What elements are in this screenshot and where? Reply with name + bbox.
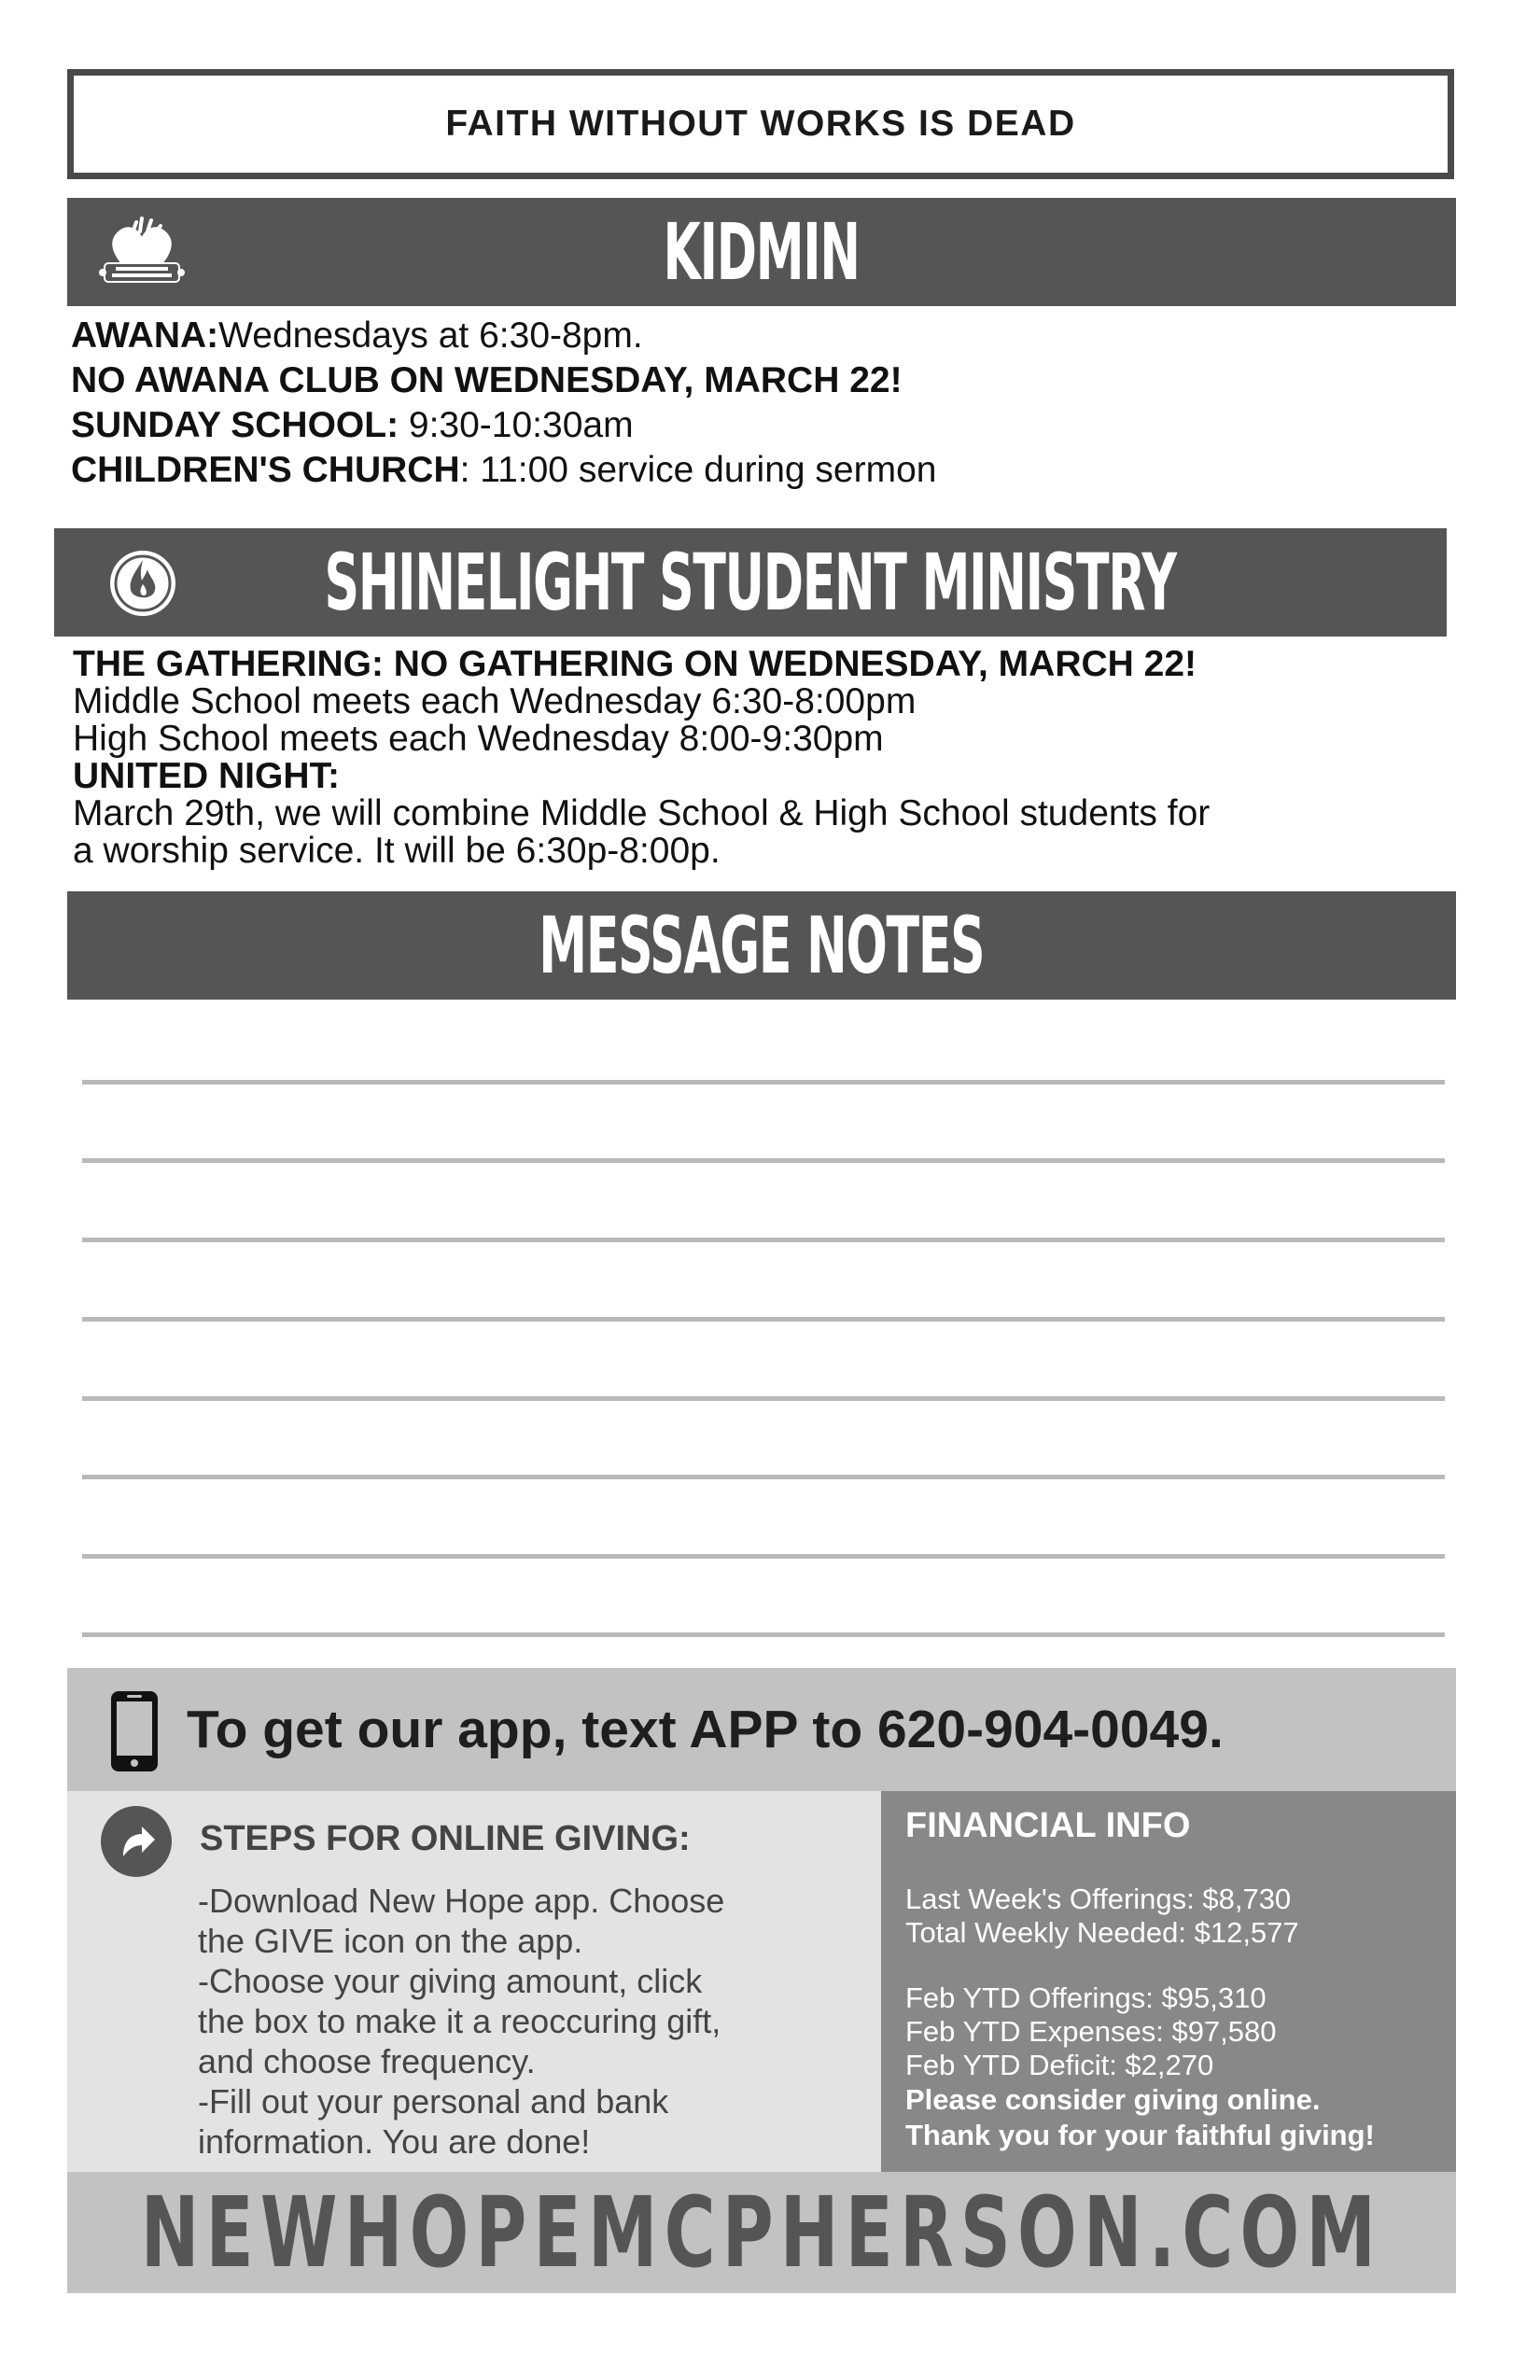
thank-you-note: Thank you for your faithful giving!	[905, 2119, 1375, 2151]
giving-step-line: -Fill out your personal and bank	[198, 2082, 669, 2121]
financial-ytd	[905, 1981, 1375, 2153]
message-notes-title: MESSAGE NOTES	[539, 900, 985, 991]
last-week-offerings: Last Week's Offerings: $8,730	[905, 1883, 1292, 1915]
share-arrow-icon	[99, 1804, 174, 1879]
awana-label: AWANA:	[71, 315, 219, 356]
childrens-church-line	[71, 448, 936, 493]
feb-ytd-offerings: Feb YTD Offerings: $95,310	[905, 1981, 1267, 2014]
app-promo-bar	[67, 1668, 1456, 1791]
flame-logo-icon	[106, 547, 179, 620]
shinelight-info	[73, 646, 1210, 870]
heart-hands-logo-icon	[95, 215, 189, 293]
kidmin-title: KIDMIN	[663, 206, 861, 298]
giving-step-line: the box to make it a reoccuring gift,	[198, 2002, 721, 2040]
giving-steps	[198, 1881, 870, 2162]
note-line	[82, 1158, 1445, 1163]
financial-weekly	[905, 1883, 1299, 1950]
feb-ytd-expenses: Feb YTD Expenses: $97,580	[905, 2015, 1277, 2048]
motto-text: FAITH WITHOUT WORKS IS DEAD	[445, 104, 1076, 144]
website-link[interactable]: NEWHOPEMCPHERSON.COM	[140, 2176, 1383, 2289]
note-line	[82, 1080, 1445, 1085]
giving-step-line: information. You are done!	[198, 2122, 591, 2161]
note-line	[82, 1554, 1445, 1559]
united-night-label: UNITED NIGHT:	[73, 756, 340, 796]
motto-banner	[67, 69, 1454, 179]
website-footer	[67, 2172, 1456, 2293]
awana-value: Wednesdays at 6:30-8pm.	[218, 315, 643, 356]
note-line	[82, 1396, 1445, 1401]
note-line	[82, 1238, 1445, 1242]
note-line	[82, 1632, 1445, 1637]
awana-line	[71, 314, 936, 358]
giving-heading: STEPS FOR ONLINE GIVING:	[200, 1819, 691, 1858]
total-weekly-needed: Total Weekly Needed: $12,577	[905, 1916, 1299, 1949]
shinelight-title: SHINELIGHT STUDENT MINISTRY	[324, 537, 1177, 628]
shinelight-header	[54, 528, 1447, 637]
gathering-notice: THE GATHERING: NO GATHERING ON WEDNESDAY, MARCH 22!	[73, 644, 1197, 684]
message-notes-header	[67, 891, 1456, 1000]
sunday-school-label: SUNDAY SCHOOL:	[71, 405, 399, 445]
awana-notice: NO AWANA CLUB ON WEDNESDAY, MARCH 22!	[71, 360, 903, 400]
financial-title: FINANCIAL INFO	[905, 1806, 1191, 1845]
childrens-church-label: CHILDREN'S CHURCH	[71, 450, 460, 490]
note-line	[82, 1317, 1445, 1322]
kidmin-info	[71, 314, 936, 493]
united-night-line-1: March 29th, we will combine Middle School & High School students for	[73, 793, 1211, 833]
giving-step-line: -Choose your giving amount, click	[198, 1962, 703, 2000]
financial-info-panel	[881, 1791, 1456, 2172]
phone-icon	[108, 1688, 161, 1774]
kidmin-header	[67, 198, 1456, 306]
high-school-line: High School meets each Wednesday 8:00-9:30pm	[73, 719, 884, 759]
childrens-church-value: : 11:00 service during sermon	[459, 450, 937, 490]
giving-step-line: the GIVE icon on the app.	[198, 1922, 583, 1960]
consider-giving-note: Please consider giving online.	[905, 2083, 1321, 2116]
online-giving-panel	[67, 1791, 881, 2172]
sunday-school-line	[71, 403, 936, 448]
note-line	[82, 1475, 1445, 1479]
feb-ytd-deficit: Feb YTD Deficit: $2,270	[905, 2049, 1214, 2081]
united-night-line-2: a worship service. It will be 6:30p-8:00p.	[73, 831, 721, 871]
sunday-school-value: 9:30-10:30am	[399, 405, 634, 445]
giving-step-line: and choose frequency.	[198, 2042, 536, 2080]
app-text: To get our app, text APP to 620-904-0049.	[187, 1700, 1224, 1759]
giving-step-line: -Download New Hope app. Choose	[198, 1882, 725, 1920]
middle-school-line: Middle School meets each Wednesday 6:30-8:00pm	[73, 681, 917, 721]
